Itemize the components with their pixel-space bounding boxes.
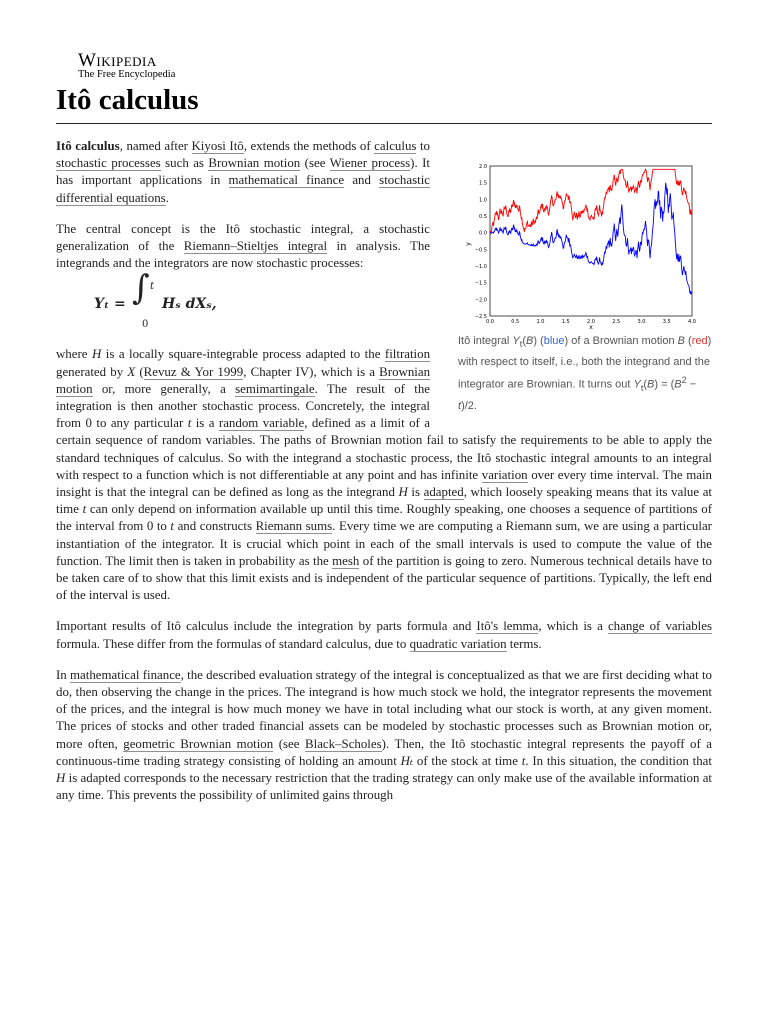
caption-blue-word: blue: [543, 335, 565, 347]
link-black-scholes[interactable]: Black–Scholes: [305, 736, 382, 751]
ito-integral-formula: [56, 268, 712, 334]
x-tick-label: 2.0: [587, 319, 595, 325]
x-tick-label: 0.5: [511, 319, 520, 325]
x-axis-label: x: [589, 324, 593, 330]
x-tick-label: 1.0: [536, 319, 545, 325]
link-stochastic-differential-equations[interactable]: stochastic differential equations: [56, 173, 431, 205]
caption-red-word: red: [691, 335, 708, 347]
x-tick-label: 3.5: [662, 319, 671, 325]
x-tick-label: 1.5: [561, 319, 570, 325]
y-tick-label: −2.5: [474, 314, 487, 320]
y-tick-label: 1.5: [479, 180, 487, 187]
y-tick-label: 0.5: [479, 214, 487, 220]
link-mesh[interactable]: mesh: [332, 553, 360, 568]
link-kiyosi-ito[interactable]: Kiyosi Itô: [191, 139, 244, 153]
link-wiener-process[interactable]: Wiener process: [329, 156, 411, 171]
integral-upper-limit: t: [150, 281, 155, 293]
logo-tagline: The Free Encyclopedia: [78, 69, 176, 80]
integral-sign: ∫: [132, 268, 150, 309]
link-riemann-sums[interactable]: Riemann sums: [255, 519, 333, 534]
link-itos-lemma[interactable]: Itô's lemma: [476, 619, 539, 634]
link-brownian-motion[interactable]: Brownian motion: [208, 156, 301, 171]
link-adapted[interactable]: adapted: [423, 485, 464, 500]
logo-wordmark: Wikipedia: [78, 50, 157, 71]
x-tick-label: 0.0: [486, 319, 494, 325]
link-calculus[interactable]: calculus: [374, 139, 417, 153]
y-tick-label: 2.0: [479, 164, 487, 170]
y-axis-label: y: [465, 242, 472, 246]
y-tick-label: 0.0: [479, 230, 487, 237]
article-subject: Itô calculus: [56, 139, 120, 153]
link-stochastic-processes[interactable]: stochastic processes: [56, 156, 161, 171]
x-tick-label: 2.5: [612, 319, 621, 325]
y-tick-label: −2.0: [474, 297, 487, 304]
link-semimartingale[interactable]: semimartingale: [235, 381, 315, 396]
paragraph-definition: where H is a locally square-integrable process adapted to the filtration generated by X (Revuz & Yor 1999, Chapter IV), which is a Brownian motion or, more generally, a semimartingale. The result of the integration is then another stochastic process. Concretely, the integral from 0 to any particular t is a random variable, defined as a limit of a certain sequence of random variables. The paths of Brownian motion fail to satisfy the requirements to be able to apply the standard techniques of calculus. So with the integrand a stochastic process, the Itô stochastic integral amounts to an integral with respect to a function which is not differentiable at any point and has infinite variation over every time interval. The main insight is that the integral can be defined as long as the integrand H is adapted, which loosely speaking means that its value at time t can only depend on information available up until this time. Roughly speaking, one chooses a sequence of partitions of the interval from 0 to t and constructs Riemann sums. Every time we are computing a Riemann sum, we are using a particular instantiation of the integrator. It is crucial which point in each of the small intervals is used to compute the value of the function. The limit then is taken in probability as the mesh of the partition is going to zero. Numerous technical details have to be taken care of to show that this limit exists and is independent of the particular sequence of partitions. Typically, the left end of the interval is used.: [56, 347, 712, 603]
page-title: Itô calculus: [56, 84, 199, 116]
x-tick-label: 4.0: [688, 319, 696, 325]
link-filtration[interactable]: filtration: [384, 347, 431, 362]
figure-caption: Itô integral $Y_t(B)$ (blue) of a Brownian motion B (red) with respect to itself, i.e., both the integrand and the integrator are Brownian. It turns out $Y_t(B) = (B^2 - t)/2$.: [458, 335, 712, 413]
link-geometric-brownian-motion[interactable]: geometric Brownian motion: [123, 736, 274, 751]
link-change-of-variables[interactable]: change of variables: [607, 619, 712, 634]
link-random-variable[interactable]: random variable: [218, 416, 305, 431]
article-body: [56, 138, 712, 819]
paragraph-central-concept: The central concept is the Itô stochastic integral, a stochastic generalization of the Riemann–Stieltjes integral in analysis. The integrands and the integrators are now stochastic processes:: [56, 221, 430, 271]
link-variation[interactable]: variation: [481, 467, 528, 482]
link-mathematical-finance[interactable]: mathematical finance: [228, 173, 345, 188]
link-revuz-yor-1999[interactable]: Revuz & Yor 1999: [143, 364, 244, 379]
link-quadratic-variation[interactable]: quadratic variation: [409, 636, 507, 651]
x-tick-label: 3.0: [637, 319, 646, 325]
integral-lower-limit: 0: [142, 319, 149, 331]
link-riemann-stieltjes-integral[interactable]: Riemann–Stieltjes integral: [183, 239, 328, 254]
formula-lhs: Yₜ =: [94, 296, 126, 313]
y-tick-label: −1.5: [474, 280, 487, 287]
y-tick-label: −0.5: [474, 247, 487, 254]
paragraph-important-results: Important results of Itô calculus include the integration by parts formula and Itô's lemma, which is a change of variables formula. These differ from the formulas of standard calculus, due to quadratic variation terms.: [56, 619, 712, 651]
link-brownian-motion-2[interactable]: Brownian motion: [56, 364, 431, 396]
paragraph-intro: Itô calculus, named after Kiyosi Itô, extends the methods of calculus to stochastic processes such as Brownian motion (see Wiener process). It has important applications in mathematical finance and stochastic differential equations.: [56, 139, 431, 205]
y-tick-label: −1.0: [474, 264, 487, 270]
title-divider: [56, 123, 712, 124]
formula-rhs: Hₛ dXₛ,: [162, 296, 217, 313]
wikipedia-logo[interactable]: [78, 50, 218, 80]
y-tick-label: 1.0: [479, 197, 487, 204]
paragraph-finance: In mathematical finance, the described evaluation strategy of the integral is conceptualized as that we are first deciding what to do, then observing the change in the prices. The integrand is how much stock we hold, the integrator represents the movement of the prices, and the integral is how much money we have in total including what our stock is worth, at any given moment. The prices of stocks and other traded financial assets can be modeled by stochastic processes such as Brownian motion or, more often, geometric Brownian motion (see Black–Scholes). Then, the Itô stochastic integral represents the payoff of a continuous-time trading strategy consisting of holding an amount Hₜ of the stock at time t. In this situation, the condition that H is adapted corresponds to the necessary restriction that the trading strategy can only make use of the available information at any time. This prevents the possibility of unlimited gains through: [56, 667, 712, 803]
link-mathematical-finance-2[interactable]: mathematical finance: [70, 667, 181, 682]
